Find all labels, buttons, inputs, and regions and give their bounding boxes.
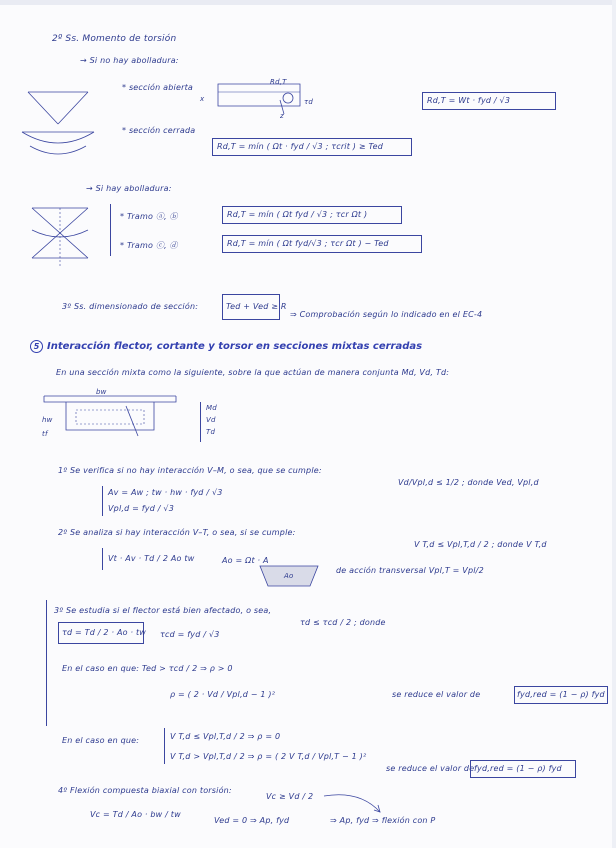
step3-result: fyd,red = (1 − ρ) fyd [517, 690, 605, 699]
row2-formula: Rd,T = mín ( Ωt fyd/√3 ; τcr Ωt ) − Ted [227, 239, 389, 248]
row1-formula: Rd,T = mín ( Ωt fyd / √3 ; τcr Ωt ) [227, 210, 368, 219]
load-vd: Vd [206, 416, 216, 424]
page-top-edge [0, 0, 616, 5]
buckling-sketch [26, 200, 96, 274]
check-title: 3º Ss. dimensionado de sección: [62, 302, 199, 311]
closed-section-label: * sección cerrada [122, 126, 196, 135]
step1-brace [102, 486, 103, 516]
step3-rho: ρ = ( 2 · Vd / Vpl,d − 1 )² [170, 690, 276, 699]
step5-b: Vc = Td / Ao · bw / tw [90, 810, 181, 819]
section2-intro: En una sección mixta como la siguiente, sobre la que actúan de manera conjunta Md, Vd, Td: [56, 368, 450, 377]
open-section-label: * sección abierta [122, 83, 194, 92]
sketch-label-tf: tf [42, 430, 48, 438]
case-buckling: → Si hay abolladura: [86, 184, 172, 193]
step1-sub2: Vpl,d = fyd / √3 [108, 504, 174, 513]
step4-result: fyd,red = (1 − ρ) fyd [474, 764, 562, 773]
step1-text: 1º Se verifica si no hay interacción V–M, o sea, que se cumple: [58, 466, 322, 475]
step3-cond: τd ≤ τcd / 2 ; donde [300, 618, 386, 627]
step2-text: 2º Se analiza si hay interacción V–T, o sea, si se cumple: [58, 528, 296, 537]
formula-open: Rd,T = Wt · fyd / √3 [427, 96, 511, 105]
step4-text: En el caso en que: [62, 736, 140, 745]
check-formula: Ted + Ved ≥ R [226, 302, 287, 311]
step2-formula: V T,d ≤ Vpl,T,d / 2 ; donde V T,d [414, 540, 547, 549]
step2-sub1: Vt · Av · Td / 2 Ao tw [108, 554, 195, 563]
step5-d: ⇒ Ap, fyd ⇒ flexión con P [330, 816, 436, 825]
page-right-edge [612, 0, 616, 848]
axis-z-label: z [280, 112, 284, 120]
case-no-buckling: → Si no hay abolladura: [80, 56, 179, 65]
axis-x-label: x [200, 95, 205, 103]
step5-c: Ved = 0 ⇒ Ap, fyd [214, 816, 290, 825]
check-note: ⇒ Comprobación según lo indicado en el EC-4 [290, 310, 483, 319]
loads-brace [200, 402, 201, 442]
step2-sub3: de acción transversal Vpl,T = Vpl/2 [336, 566, 484, 575]
load-td: Td [206, 428, 216, 436]
step5-text: 4º Flexión compuesta biaxial con torsión: [58, 786, 232, 795]
row1-label: * Tramo ⓐ, ⓑ [120, 212, 178, 221]
section1-title: 2º Ss. Momento de torsión [52, 34, 177, 44]
row2-label: * Tramo ⓒ, ⓓ [120, 241, 178, 250]
section2-title: Interacción flector, cortante y torsor en secciones mixtas cerradas [47, 341, 423, 352]
step3-case: En el caso en que: Ted > τcd / 2 ⇒ ρ > 0 [62, 664, 233, 673]
step4-a: V T,d ≤ Vpl,T,d / 2 ⇒ ρ = 0 [170, 732, 281, 741]
step4-reduce: se reduce el valor de [386, 764, 475, 773]
mixed-section-sketch [36, 386, 186, 448]
section2-heading [30, 340, 422, 353]
step3-reduce: se reduce el valor de [392, 690, 481, 699]
area-label: Ao [284, 572, 294, 580]
step1-sub1: Av = Aw ; tw · hw · fyd / √3 [108, 488, 223, 497]
step3-margin-line [46, 600, 47, 726]
tau-label: τd [304, 98, 314, 106]
step3-sub2: τcd = fyd / √3 [160, 630, 220, 639]
step1-formula: Vd/Vpl,d ≤ 1/2 ; donde Ved, Vpl,d [398, 478, 539, 487]
open-section-sketch [200, 76, 320, 118]
buckling-brace [110, 204, 111, 256]
step3-text: 3º Se estudia si el flector está bien afectado, o sea, [54, 606, 272, 615]
load-md: Md [206, 404, 217, 412]
step5-arrow [320, 790, 400, 820]
section2-number: 5 [30, 340, 43, 353]
step5-a: Vc ≥ Vd / 2 [266, 792, 314, 801]
step2-sub2: Ao = Ωt · A [222, 556, 269, 565]
step2-brace [102, 548, 103, 570]
step4-brace [164, 728, 165, 764]
sketch-label-bw: bw [96, 388, 107, 396]
step3-sub1: τd = Td / 2 · Ao · tw [62, 628, 147, 637]
step4-b: V T,d > Vpl,T,d / 2 ⇒ ρ = ( 2 V T,d / Vpl,T − 1 )² [170, 752, 367, 761]
closed-section-sketch [18, 84, 100, 164]
sketch-label-hw: hw [42, 416, 53, 424]
formula-closed: Rd,T = mín ( Ωt · fyd / √3 ; τcrit ) ≥ Ted [217, 142, 384, 151]
rd-label: Rd,T [270, 78, 287, 86]
